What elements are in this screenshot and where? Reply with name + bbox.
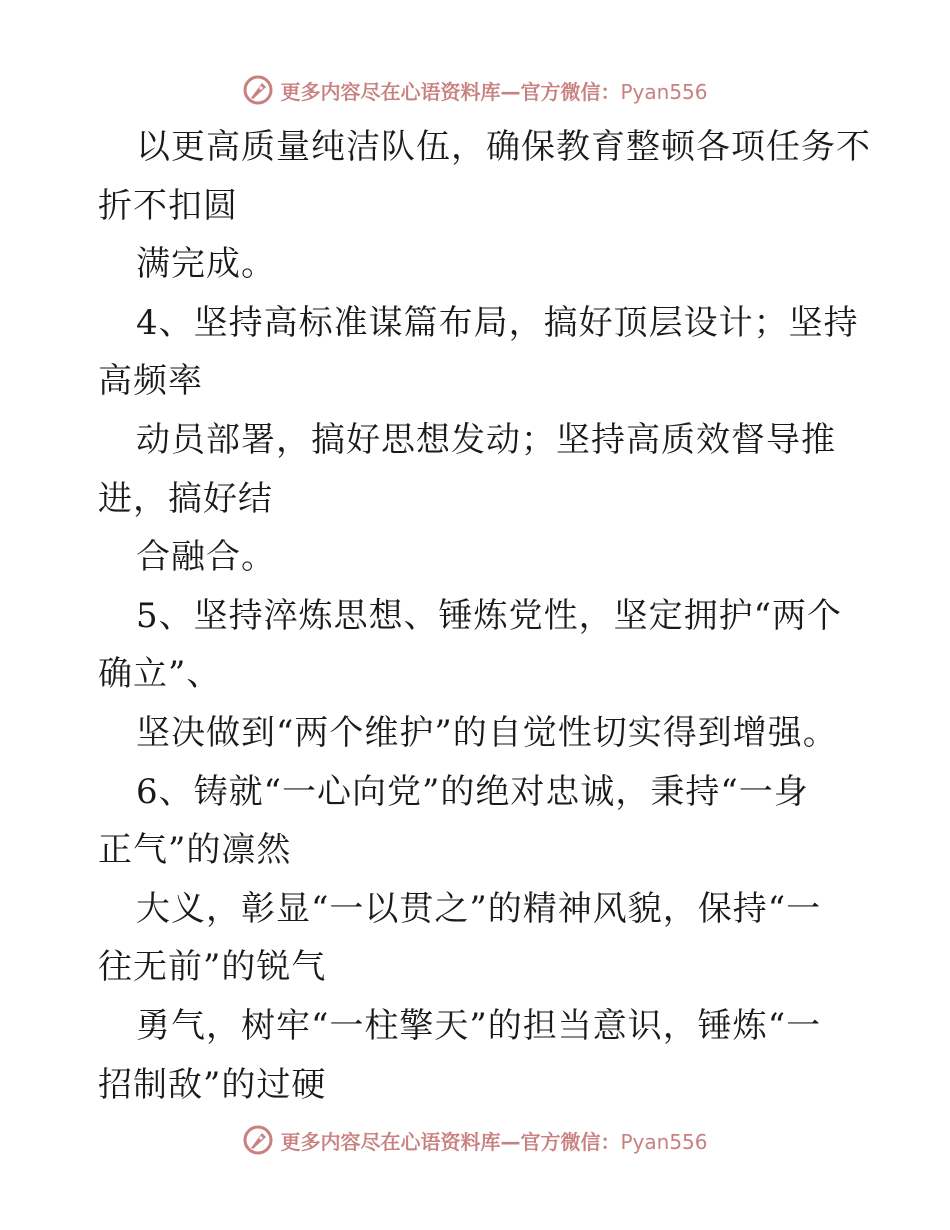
text-line: 6、铸就“一心向党”的绝对忠诚，秉持“一身: [136, 771, 809, 812]
footer-watermark: [0, 1120, 950, 1160]
text-line: 以更高质量纯洁队伍，确保教育整顿各项任务不: [136, 127, 871, 167]
text-line: 合融合。: [136, 537, 276, 578]
watermark-text: 更多内容尽在心语资料库—官方微信：Pyan556: [280, 79, 708, 104]
text-line: 进，搞好结: [98, 478, 273, 519]
text-line: 大义，彰显“一以贯之”的精神风貌，保持“一: [136, 888, 822, 929]
document-body: [98, 118, 871, 1114]
pen-nib-circle-icon: [242, 74, 274, 106]
text-line: 4、坚持高标准谋篇布局，搞好顶层设计；坚持: [136, 302, 859, 343]
text-line: 招制敌”的过硬: [98, 1064, 327, 1105]
text-line: 勇气，树牢“一柱擎天”的担当意识，锤炼“一: [136, 1005, 822, 1046]
text-line: 坚决做到“两个维护”的自觉性切实得到增强。: [136, 712, 838, 753]
header-watermark: [0, 70, 950, 110]
text-line: 高频率: [98, 361, 203, 402]
text-line: 确立”、: [98, 654, 222, 695]
text-line: 满完成。: [136, 244, 276, 285]
watermark-text: 更多内容尽在心语资料库—官方微信：Pyan556: [280, 1129, 708, 1154]
text-line: 动员部署，搞好思想发动；坚持高质效督导推: [136, 419, 836, 460]
text-line: 5、坚持淬炼思想、锤炼党性，坚定拥护“两个: [136, 595, 843, 636]
text-line: 折不扣圆: [98, 185, 238, 226]
text-line: 往无前”的锐气: [98, 947, 327, 988]
pen-nib-circle-icon: [242, 1124, 274, 1156]
text-line: 正气”的凛然: [98, 830, 292, 871]
